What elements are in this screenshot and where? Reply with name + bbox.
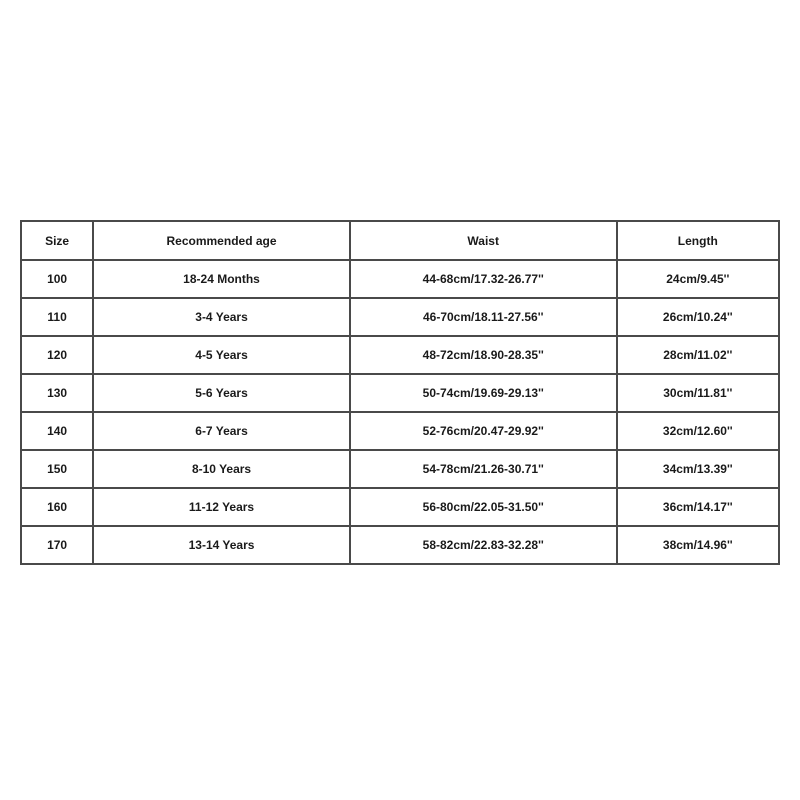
cell-waist: 48-72cm/18.90-28.35'' (350, 336, 617, 374)
cell-length: 36cm/14.17'' (617, 488, 779, 526)
cell-length: 26cm/10.24'' (617, 298, 779, 336)
size-chart-table (20, 220, 780, 565)
cell-waist: 58-82cm/22.83-32.28'' (350, 526, 617, 564)
cell-waist: 56-80cm/22.05-31.50'' (350, 488, 617, 526)
table-row (21, 488, 779, 526)
cell-waist: 50-74cm/19.69-29.13'' (350, 374, 617, 412)
cell-recommended-age: 4-5 Years (93, 336, 350, 374)
cell-size: 170 (21, 526, 93, 564)
cell-recommended-age: 18-24 Months (93, 260, 350, 298)
cell-recommended-age: 3-4 Years (93, 298, 350, 336)
header-size: Size (21, 221, 93, 260)
table-row (21, 412, 779, 450)
cell-size: 110 (21, 298, 93, 336)
cell-recommended-age: 5-6 Years (93, 374, 350, 412)
cell-length: 38cm/14.96'' (617, 526, 779, 564)
table-row (21, 526, 779, 564)
cell-size: 160 (21, 488, 93, 526)
table-row (21, 260, 779, 298)
cell-length: 24cm/9.45'' (617, 260, 779, 298)
cell-length: 30cm/11.81'' (617, 374, 779, 412)
header-length: Length (617, 221, 779, 260)
cell-recommended-age: 13-14 Years (93, 526, 350, 564)
cell-waist: 52-76cm/20.47-29.92'' (350, 412, 617, 450)
cell-length: 28cm/11.02'' (617, 336, 779, 374)
table-header-row (21, 221, 779, 260)
cell-recommended-age: 11-12 Years (93, 488, 350, 526)
cell-size: 130 (21, 374, 93, 412)
cell-length: 32cm/12.60'' (617, 412, 779, 450)
cell-waist: 46-70cm/18.11-27.56'' (350, 298, 617, 336)
header-waist: Waist (350, 221, 617, 260)
cell-waist: 44-68cm/17.32-26.77'' (350, 260, 617, 298)
table-row (21, 298, 779, 336)
table-row (21, 336, 779, 374)
cell-size: 150 (21, 450, 93, 488)
table-row (21, 450, 779, 488)
cell-size: 100 (21, 260, 93, 298)
table-row (21, 374, 779, 412)
cell-size: 140 (21, 412, 93, 450)
cell-waist: 54-78cm/21.26-30.71'' (350, 450, 617, 488)
cell-size: 120 (21, 336, 93, 374)
cell-recommended-age: 6-7 Years (93, 412, 350, 450)
cell-recommended-age: 8-10 Years (93, 450, 350, 488)
header-recommended-age: Recommended age (93, 221, 350, 260)
cell-length: 34cm/13.39'' (617, 450, 779, 488)
